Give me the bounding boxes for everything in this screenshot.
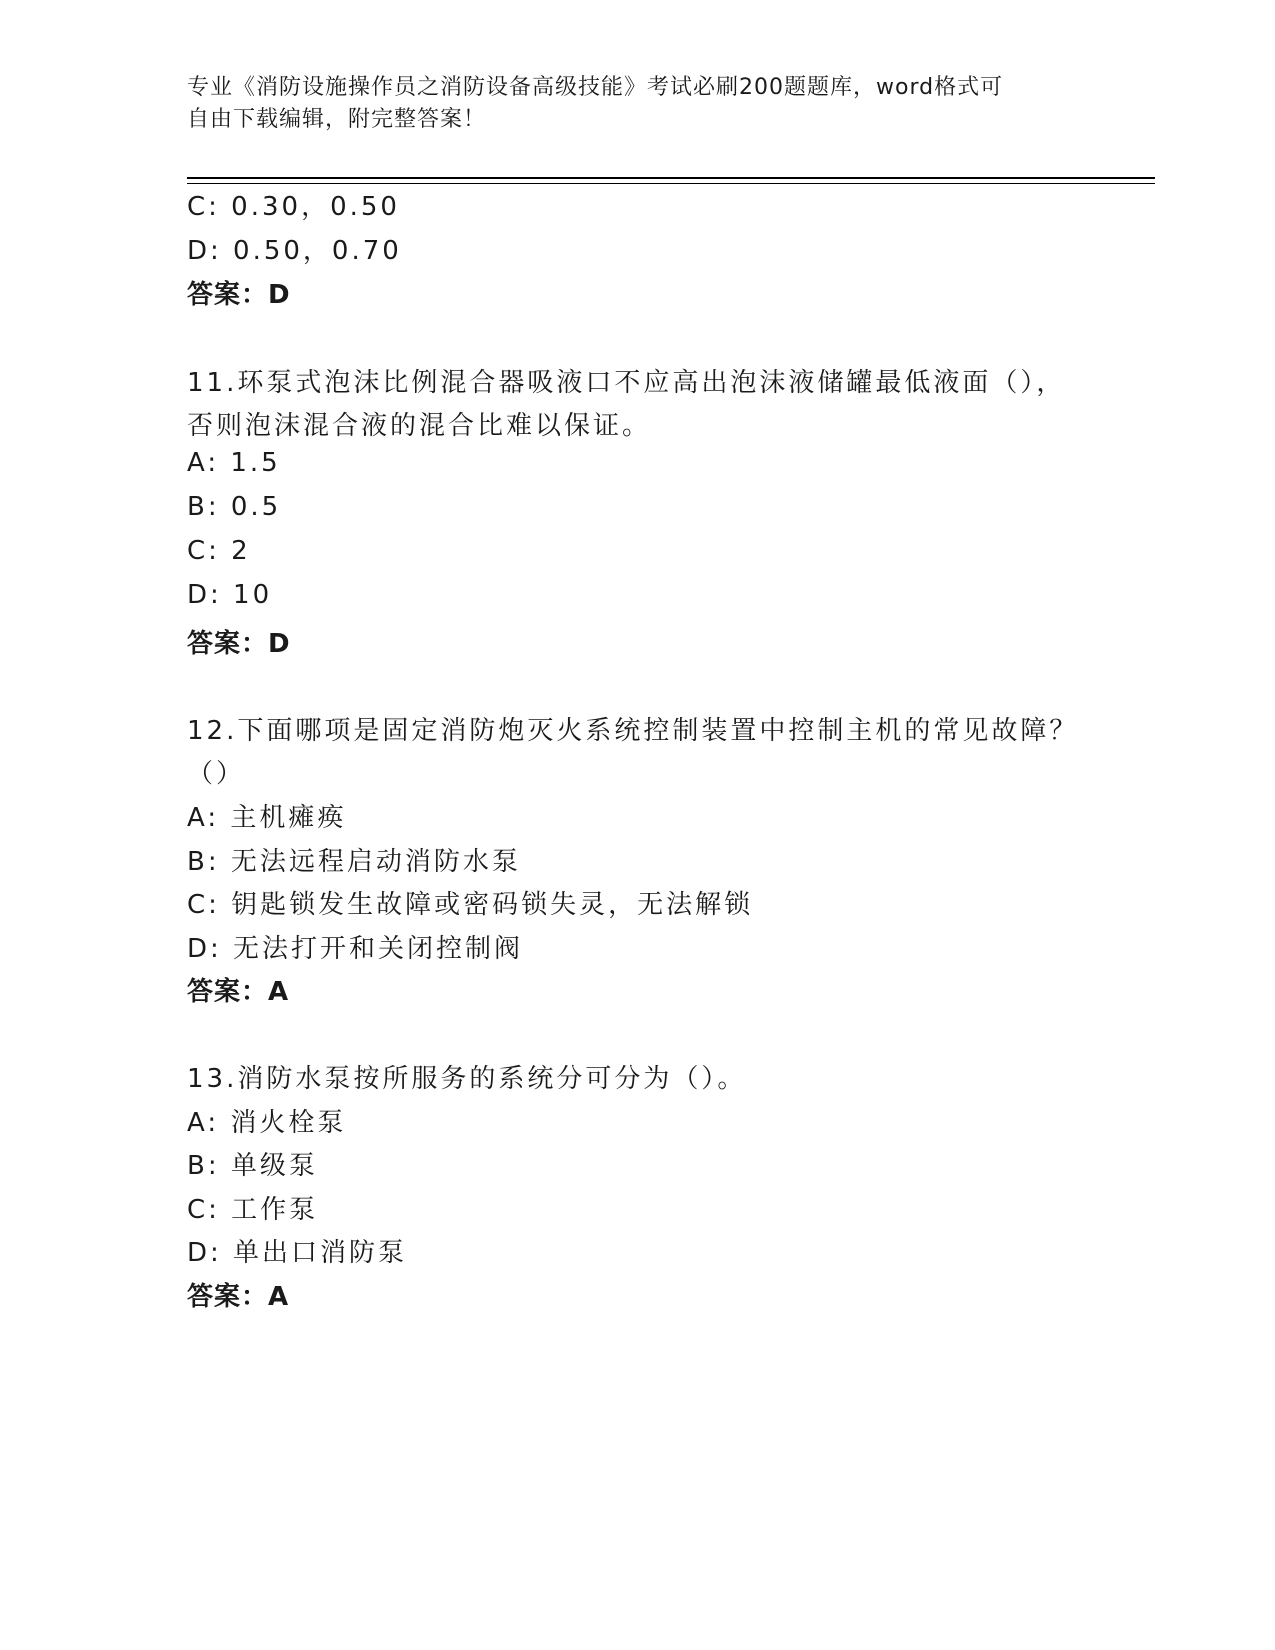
q13-stem-line-1: 13.消防水泵按所服务的系统分可分为（）。 (187, 1064, 747, 1094)
q12-option-b: B: 无法远程启动消防水泵 (187, 847, 521, 877)
q13-option-a: A: 消火栓泵 (187, 1108, 347, 1138)
prev-option-c: C: 0.30，0.50 (187, 192, 400, 222)
q11-stem-line-2: 否则泡沫混合液的混合比难以保证。 (187, 411, 652, 441)
q11-option-d: D: 10 (187, 580, 273, 610)
q13-answer: 答案：A (187, 1282, 290, 1312)
q12-stem-line-2: （） (187, 759, 246, 789)
header-rule-thin (187, 183, 1155, 184)
q11-stem-line-1: 11.环泵式泡沫比例混合器吸液口不应高出泡沫液储罐最低液面（）， (187, 368, 1066, 398)
prev-option-d: D: 0.50，0.70 (187, 236, 402, 266)
q11-answer: 答案：D (187, 629, 291, 659)
q12-option-d: D: 无法打开和关闭控制阀 (187, 934, 524, 964)
q12-answer: 答案：A (187, 977, 290, 1007)
q12-option-a: A: 主机瘫痪 (187, 803, 347, 833)
q11-option-a: A: 1.5 (187, 448, 281, 478)
q13-option-b: B: 单级泵 (187, 1151, 318, 1181)
q13-option-c: C: 工作泵 (187, 1195, 319, 1225)
header-line-1: 专业《消防设施操作员之消防设备高级技能》考试必刷200题题库，word格式可 (187, 75, 1004, 100)
header-line-2: 自由下载编辑，附完整答案！ (187, 107, 487, 132)
q13-option-d: D: 单出口消防泵 (187, 1238, 408, 1268)
document-header (187, 72, 1067, 136)
q12-option-c: C: 钥匙锁发生故障或密码锁失灵，无法解锁 (187, 890, 754, 920)
prev-answer: 答案：D (187, 280, 291, 310)
q11-option-c: C: 2 (187, 536, 251, 566)
q12-stem-line-1: 12.下面哪项是固定消防炮灭火系统控制装置中控制主机的常见故障？ (187, 716, 1079, 746)
q11-option-b: B: 0.5 (187, 492, 282, 522)
header-rule-thick (187, 177, 1155, 179)
